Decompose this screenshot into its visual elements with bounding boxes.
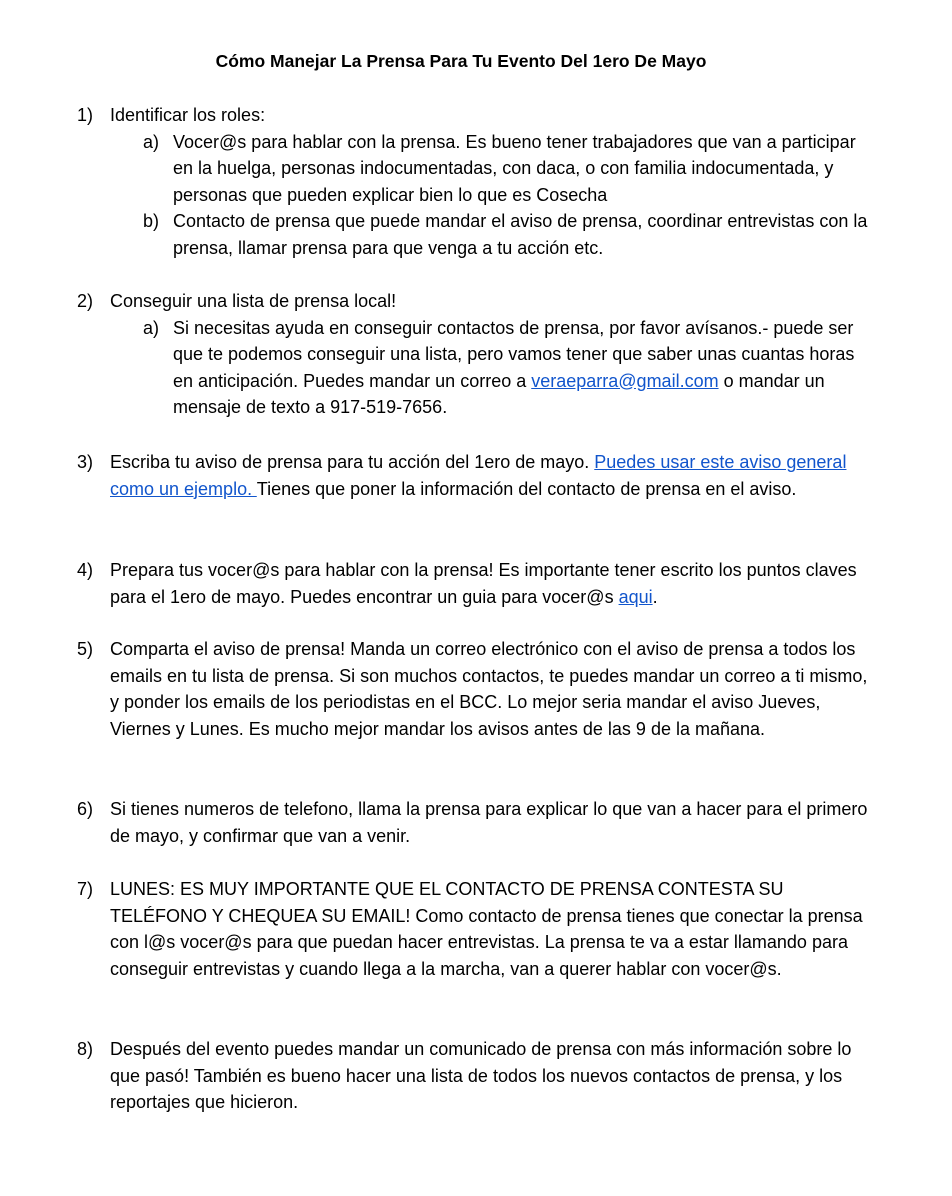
list-item-1 [77, 102, 877, 261]
sub-item-letter: b) [143, 211, 160, 231]
item-text [110, 449, 877, 502]
list-item-8 [77, 1036, 877, 1116]
email-link[interactable]: veraeparra@gmail.com [531, 370, 719, 391]
item-number: 4) [77, 560, 94, 580]
sub-item-text: Contacto de prensa que puede mandar el aviso de prensa, coordinar entrevistas con la prensa, llamar prensa para que venga a tu acción etc. [173, 211, 868, 258]
sub-item-text: Vocer@s para hablar con la prensa. Es bueno tener trabajadores que van a participar en la huelga, personas indocumentadas, con daca, o con familia indocumentada, y personas que pueden explicar bien lo que es Cosecha [173, 131, 856, 205]
page-title: Cómo Manejar La Prensa Para Tu Evento Del 1ero De Mayo [215, 51, 707, 71]
item-number: 1) [77, 105, 94, 125]
sub-item-letter: a) [143, 317, 160, 338]
item-text: Identificar los roles: [110, 105, 266, 125]
sub-item-letter: a) [143, 131, 160, 152]
item-text-after: . [652, 586, 658, 607]
list-item-4 [77, 557, 877, 610]
item-number: 2) [77, 291, 94, 311]
list-item-5 [77, 636, 877, 742]
item-text: Si tienes numeros de telefono, llama la prensa para explicar lo que van a hacer para el primero de mayo, y confirmar que van a venir. [110, 799, 868, 846]
list-item-2 [77, 288, 877, 421]
list-item-7 [77, 876, 877, 982]
item-text [110, 557, 877, 610]
list-item-6 [77, 796, 877, 849]
sub-item-text-after: o mandar un mensaje de texto a 917-519-7656. [173, 370, 825, 417]
item-text: Conseguir una lista de prensa local! [110, 291, 397, 311]
item-number: 5) [77, 639, 94, 659]
item-number: 8) [77, 1039, 94, 1059]
sub-item-1b [143, 208, 877, 261]
item-text-before: Escriba tu aviso de prensa para tu acción del 1ero de mayo. [110, 452, 595, 472]
item-number: 6) [77, 799, 94, 819]
press-release-example-link[interactable]: Puedes usar este aviso general como un ejemplo. [110, 452, 847, 499]
item-text: Comparta el aviso de prensa! Manda un correo electrónico con el aviso de prensa a todos los emails en tu lista de prensa. Si son muchos contactos, te puedes mandar un correo a ti mismo, y ponder los emails de los periodistas en el BCC. Lo mejor seria mandar el aviso Jueves, Viernes y Lunes. Es mucho mejor mandar los avisos antes de las 9 de la mañana. [110, 639, 868, 739]
spokesperson-guide-link[interactable]: aqui [618, 586, 653, 607]
sub-item-text [173, 315, 877, 421]
item-text: Después del evento puedes mandar un comunicado de prensa con más información sobre lo que pasó! También es bueno hacer una lista de todos los nuevos contactos de prensa, y los reportajes que hicieron. [110, 1039, 852, 1112]
item-text-after: Tienes que poner la información del contacto de prensa en el aviso. [256, 478, 797, 499]
item-number: 7) [77, 879, 94, 899]
item-text-before: Prepara tus vocer@s para hablar con la prensa! Es importante tener escrito los puntos claves para el 1ero de mayo. Puedes encontrar un guia para vocer@s [110, 560, 857, 607]
sub-item-text-before: Si necesitas ayuda en conseguir contactos de prensa, por favor avísanos.- puede ser que te podemos conseguir una lista, pero vamos tener que saber unas cuantas horas en anticipación. Puedes mandar un correo a [173, 317, 855, 391]
sub-item-1a [143, 129, 877, 209]
sub-item-2a [143, 315, 877, 421]
list-item-3 [77, 449, 877, 502]
item-text: LUNES: ES MUY IMPORTANTE QUE EL CONTACTO DE PRENSA CONTESTA SU TELÉFONO Y CHEQUEA SU EMAIL! Como contacto de prensa tienes que conectar la prensa con l@s vocer@s para que puedan hacer entrevistas. La prensa te va a estar llamando para conseguir entrevistas y cuando llega a la marcha, van a querer hablar con vocer@s. [110, 879, 863, 979]
item-number: 3) [77, 452, 94, 472]
